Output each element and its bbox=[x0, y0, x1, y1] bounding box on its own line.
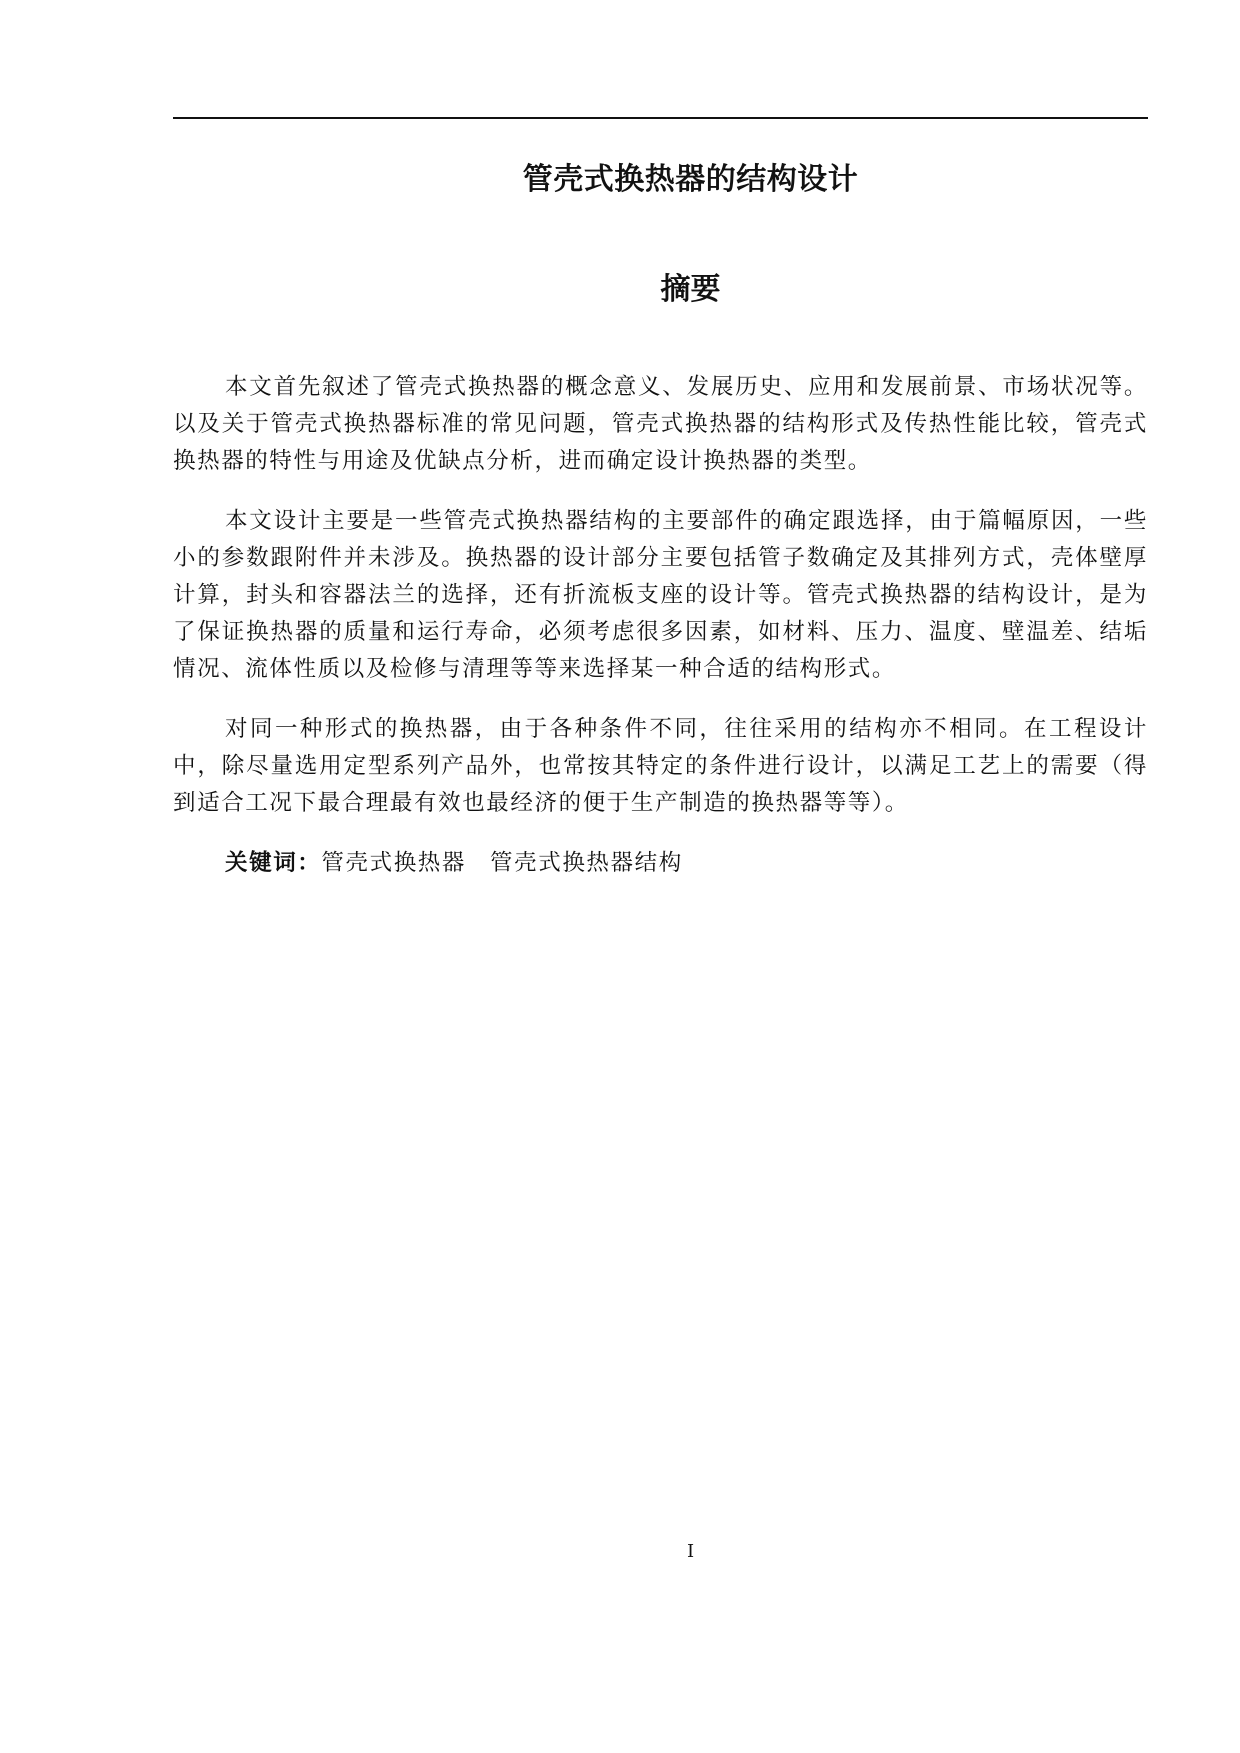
abstract-paragraph-2: 本文设计主要是一些管壳式换热器结构的主要部件的确定跟选择，由于篇幅原因，一些小的参数跟附件并未涉及。换热器的设计部分主要包括管子数确定及其排列方式，壳体壁厚计算，封头和容器法兰的选择，还有折流板支座的设计等。管壳式换热器的结构设计，是为了保证换热器的质量和运行寿命，必须考虑很多因素，如材料、压力、温度、壁温差、结垢情况、流体性质以及检修与清理等等来选择某一种合适的结构形式。 bbox=[173, 508, 1148, 682]
keyword: 管壳式换热器 bbox=[321, 850, 467, 876]
keywords-line bbox=[173, 845, 1148, 882]
page-number: I bbox=[686, 1541, 695, 1562]
keyword: 管壳式换热器结构 bbox=[490, 850, 683, 876]
document-title: 管壳式换热器的结构设计 bbox=[522, 162, 859, 197]
abstract-heading: 摘要 bbox=[660, 272, 721, 307]
keywords-label: 关键词： bbox=[225, 850, 322, 876]
abstract-body bbox=[173, 369, 1148, 882]
abstract-paragraph-3: 对同一种形式的换热器，由于各种条件不同，往往采用的结构亦不相同。在工程设计中，除尽量选用定型系列产品外，也常按其特定的条件进行设计，以满足工艺上的需要（得到适合工况下最合理最有效也最经济的便于生产制造的换热器等等）。 bbox=[173, 716, 1148, 816]
header-rule bbox=[173, 117, 1148, 119]
abstract-paragraph-1: 本文首先叙述了管壳式换热器的概念意义、发展历史、应用和发展前景、市场状况等。以及关于管壳式换热器标准的常见问题，管壳式换热器的结构形式及传热性能比较，管壳式换热器的特性与用途及优缺点分析，进而确定设计换热器的类型。 bbox=[173, 374, 1148, 474]
